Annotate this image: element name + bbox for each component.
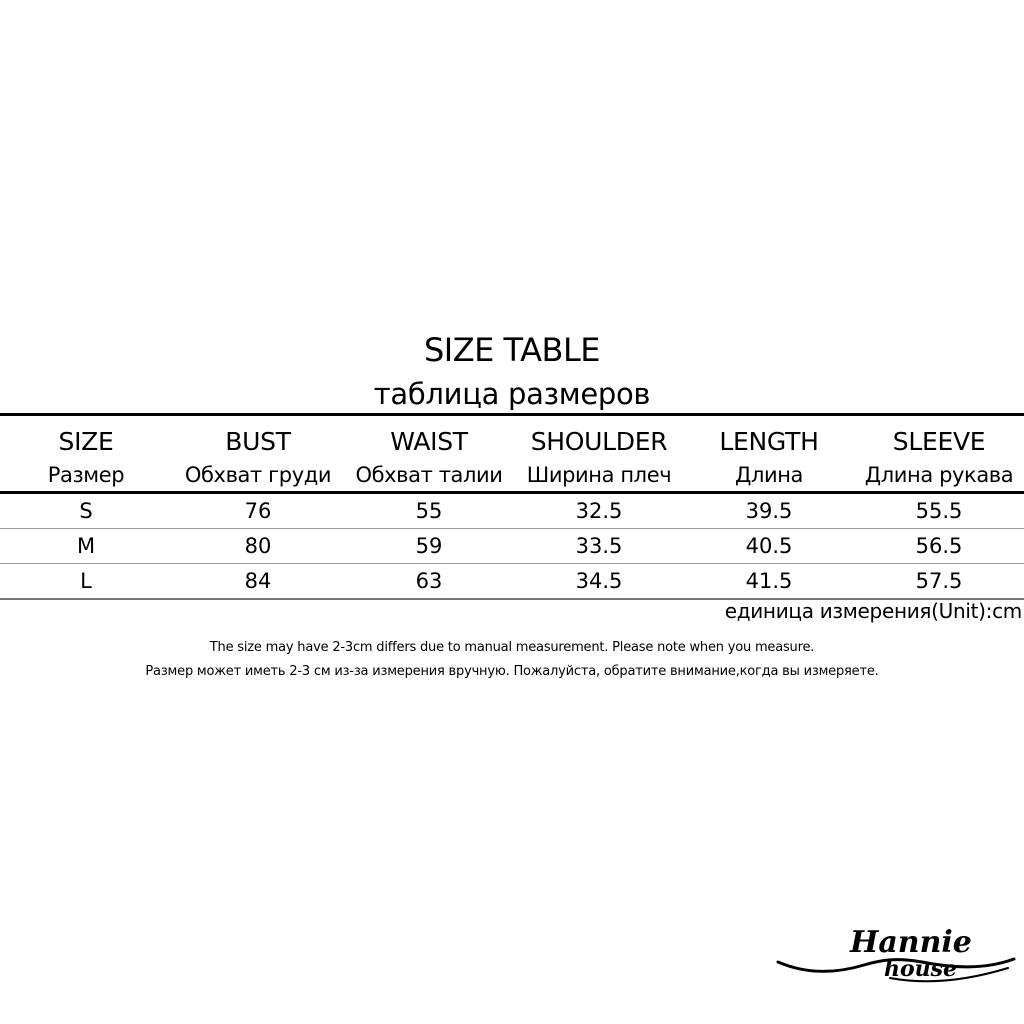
measurement-note-english: The size may have 2-3cm differs due to manual measurement. Please note when you measure. <box>209 640 815 655</box>
column-header-waist: WAIST <box>344 415 514 459</box>
table-row <box>0 493 1024 529</box>
table-cell-length: 40.5 <box>684 529 854 564</box>
column-header-size-ru: Размер <box>0 458 172 493</box>
table-row <box>0 529 1024 564</box>
logo-word-house: house <box>884 956 958 982</box>
table-cell-waist: 63 <box>344 564 514 600</box>
header-row-english <box>0 415 1024 459</box>
table-cell-bust: 84 <box>172 564 344 600</box>
column-header-sleeve: SLEEVE <box>854 415 1024 459</box>
table-cell-waist: 59 <box>344 529 514 564</box>
table-row <box>0 564 1024 600</box>
table-cell-sleeve: 56.5 <box>854 529 1024 564</box>
table-cell-shoulder: 32.5 <box>514 493 684 529</box>
column-header-sleeve-ru: Длина рукава <box>854 458 1024 493</box>
unit-note: единица измерения(Unit):cm <box>724 599 1022 623</box>
title-russian: таблица размеров <box>373 377 651 411</box>
table-cell-size: M <box>0 529 172 564</box>
table-cell-sleeve: 57.5 <box>854 564 1024 600</box>
table-cell-size: S <box>0 493 172 529</box>
column-header-shoulder: SHOULDER <box>514 415 684 459</box>
column-header-bust-ru: Обхват груди <box>172 458 344 493</box>
column-header-length-ru: Длина <box>684 458 854 493</box>
table-cell-size: L <box>0 564 172 600</box>
column-header-bust: BUST <box>172 415 344 459</box>
title-english: SIZE TABLE <box>423 331 600 369</box>
table-cell-waist: 55 <box>344 493 514 529</box>
header-row-russian <box>0 458 1024 493</box>
size-table <box>0 413 1024 600</box>
logo-word-hannie: Hannie <box>850 925 972 960</box>
measurement-note-russian: Размер может иметь 2-3 см из-за измерения вручную. Пожалуйста, обратите внимание,когда вы измеряете. <box>145 664 879 679</box>
table-cell-length: 41.5 <box>684 564 854 600</box>
column-header-waist-ru: Обхват талии <box>344 458 514 493</box>
column-header-shoulder-ru: Ширина плеч <box>514 458 684 493</box>
table-cell-length: 39.5 <box>684 493 854 529</box>
column-header-size: SIZE <box>0 415 172 459</box>
column-header-length: LENGTH <box>684 415 854 459</box>
table-cell-shoulder: 34.5 <box>514 564 684 600</box>
table-cell-sleeve: 55.5 <box>854 493 1024 529</box>
table-cell-shoulder: 33.5 <box>514 529 684 564</box>
table-cell-bust: 76 <box>172 493 344 529</box>
brand-logo <box>772 918 1020 990</box>
table-cell-bust: 80 <box>172 529 344 564</box>
